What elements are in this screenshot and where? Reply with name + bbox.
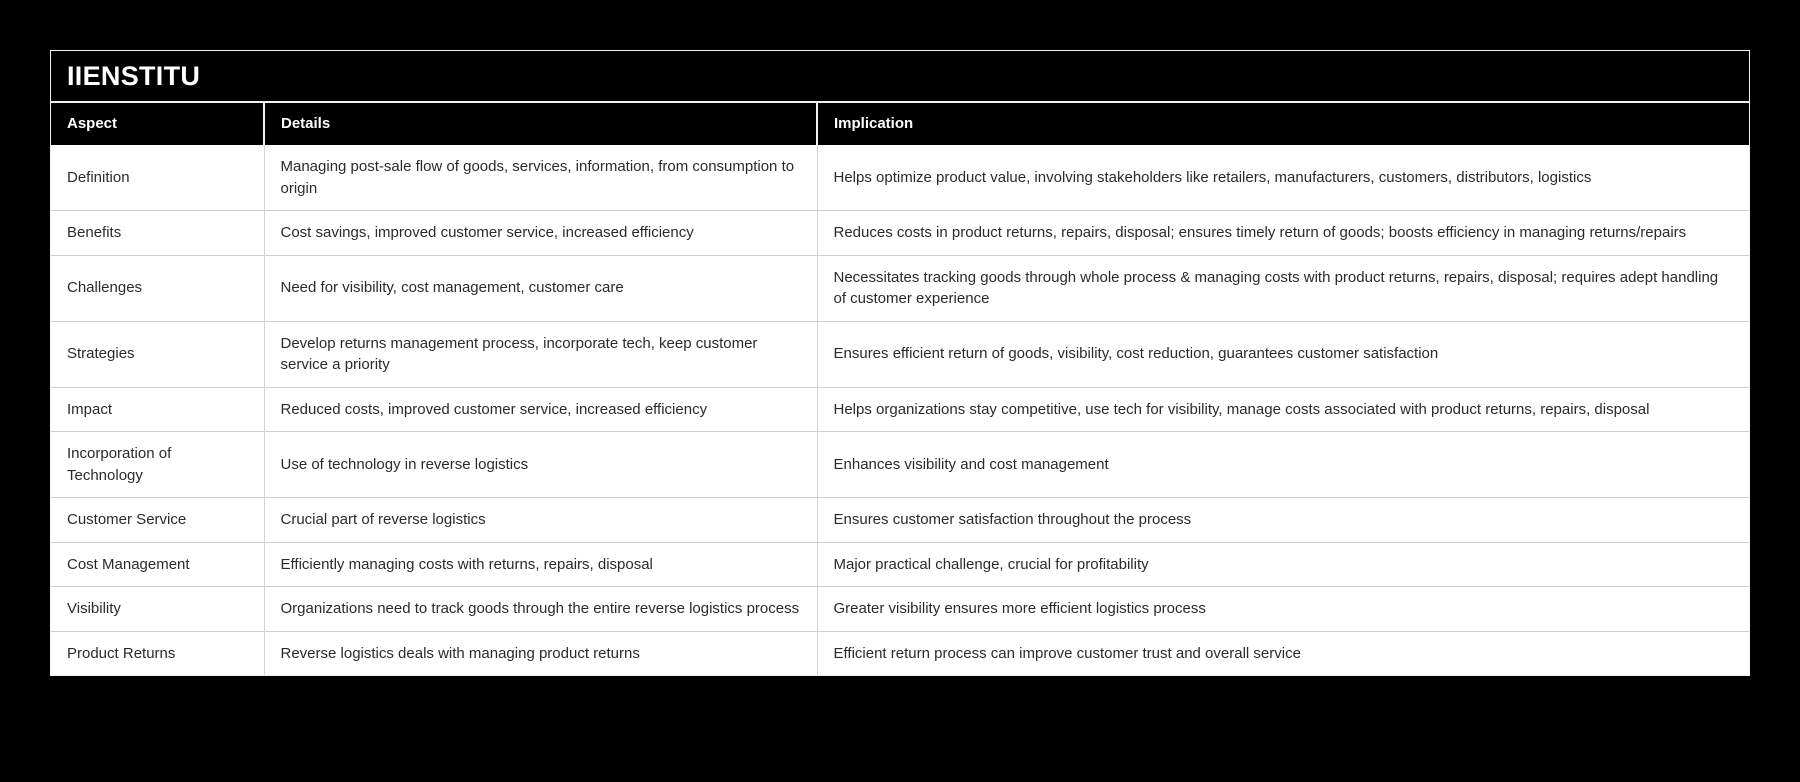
column-header-implication: Implication (817, 103, 1749, 145)
cell-implication: Greater visibility ensures more efficient logistics process (817, 587, 1749, 632)
header-row (51, 103, 1749, 145)
cell-aspect: Visibility (51, 587, 264, 632)
cell-aspect: Definition (51, 145, 264, 211)
table-row (51, 432, 1749, 498)
cell-implication: Reduces costs in product returns, repairs, disposal; ensures timely return of goods; boosts efficiency in managing returns/repairs (817, 211, 1749, 256)
cell-details: Organizations need to track goods through the entire reverse logistics process (264, 587, 817, 632)
cell-implication: Necessitates tracking goods through whole process & managing costs with product returns, repairs, disposal; requires adept handling of customer experience (817, 255, 1749, 321)
cell-aspect: Challenges (51, 255, 264, 321)
table-card (50, 50, 1750, 676)
cell-details: Need for visibility, cost management, customer care (264, 255, 817, 321)
column-header-details: Details (264, 103, 817, 145)
cell-implication: Major practical challenge, crucial for profitability (817, 542, 1749, 587)
cell-aspect: Incorporation of Technology (51, 432, 264, 498)
table-row (51, 321, 1749, 387)
cell-implication: Enhances visibility and cost management (817, 432, 1749, 498)
cell-implication: Helps organizations stay competitive, use tech for visibility, manage costs associated with product returns, repairs, disposal (817, 387, 1749, 432)
table-row (51, 631, 1749, 675)
cell-details: Managing post-sale flow of goods, services, information, from consumption to origin (264, 145, 817, 211)
cell-implication: Helps optimize product value, involving stakeholders like retailers, manufacturers, customers, distributors, logistics (817, 145, 1749, 211)
cell-aspect: Cost Management (51, 542, 264, 587)
table-row (51, 145, 1749, 211)
cell-aspect: Benefits (51, 211, 264, 256)
cell-details: Use of technology in reverse logistics (264, 432, 817, 498)
cell-implication: Ensures customer satisfaction throughout the process (817, 498, 1749, 543)
cell-aspect: Customer Service (51, 498, 264, 543)
cell-implication: Efficient return process can improve customer trust and overall service (817, 631, 1749, 675)
card-title: IIENSTITU (51, 51, 1749, 103)
cell-details: Reverse logistics deals with managing product returns (264, 631, 817, 675)
cell-aspect: Product Returns (51, 631, 264, 675)
table-body (51, 145, 1749, 675)
cell-details: Cost savings, improved customer service, increased efficiency (264, 211, 817, 256)
reverse-logistics-table (51, 103, 1749, 675)
cell-aspect: Strategies (51, 321, 264, 387)
cell-details: Reduced costs, improved customer service, increased efficiency (264, 387, 817, 432)
table-row (51, 587, 1749, 632)
cell-implication: Ensures efficient return of goods, visibility, cost reduction, guarantees customer satisfaction (817, 321, 1749, 387)
table-row (51, 255, 1749, 321)
table-row (51, 211, 1749, 256)
cell-details: Efficiently managing costs with returns, repairs, disposal (264, 542, 817, 587)
table-row (51, 498, 1749, 543)
cell-details: Crucial part of reverse logistics (264, 498, 817, 543)
cell-details: Develop returns management process, incorporate tech, keep customer service a priority (264, 321, 817, 387)
table-row (51, 542, 1749, 587)
table-row (51, 387, 1749, 432)
column-header-aspect: Aspect (51, 103, 264, 145)
table-header (51, 103, 1749, 145)
cell-aspect: Impact (51, 387, 264, 432)
